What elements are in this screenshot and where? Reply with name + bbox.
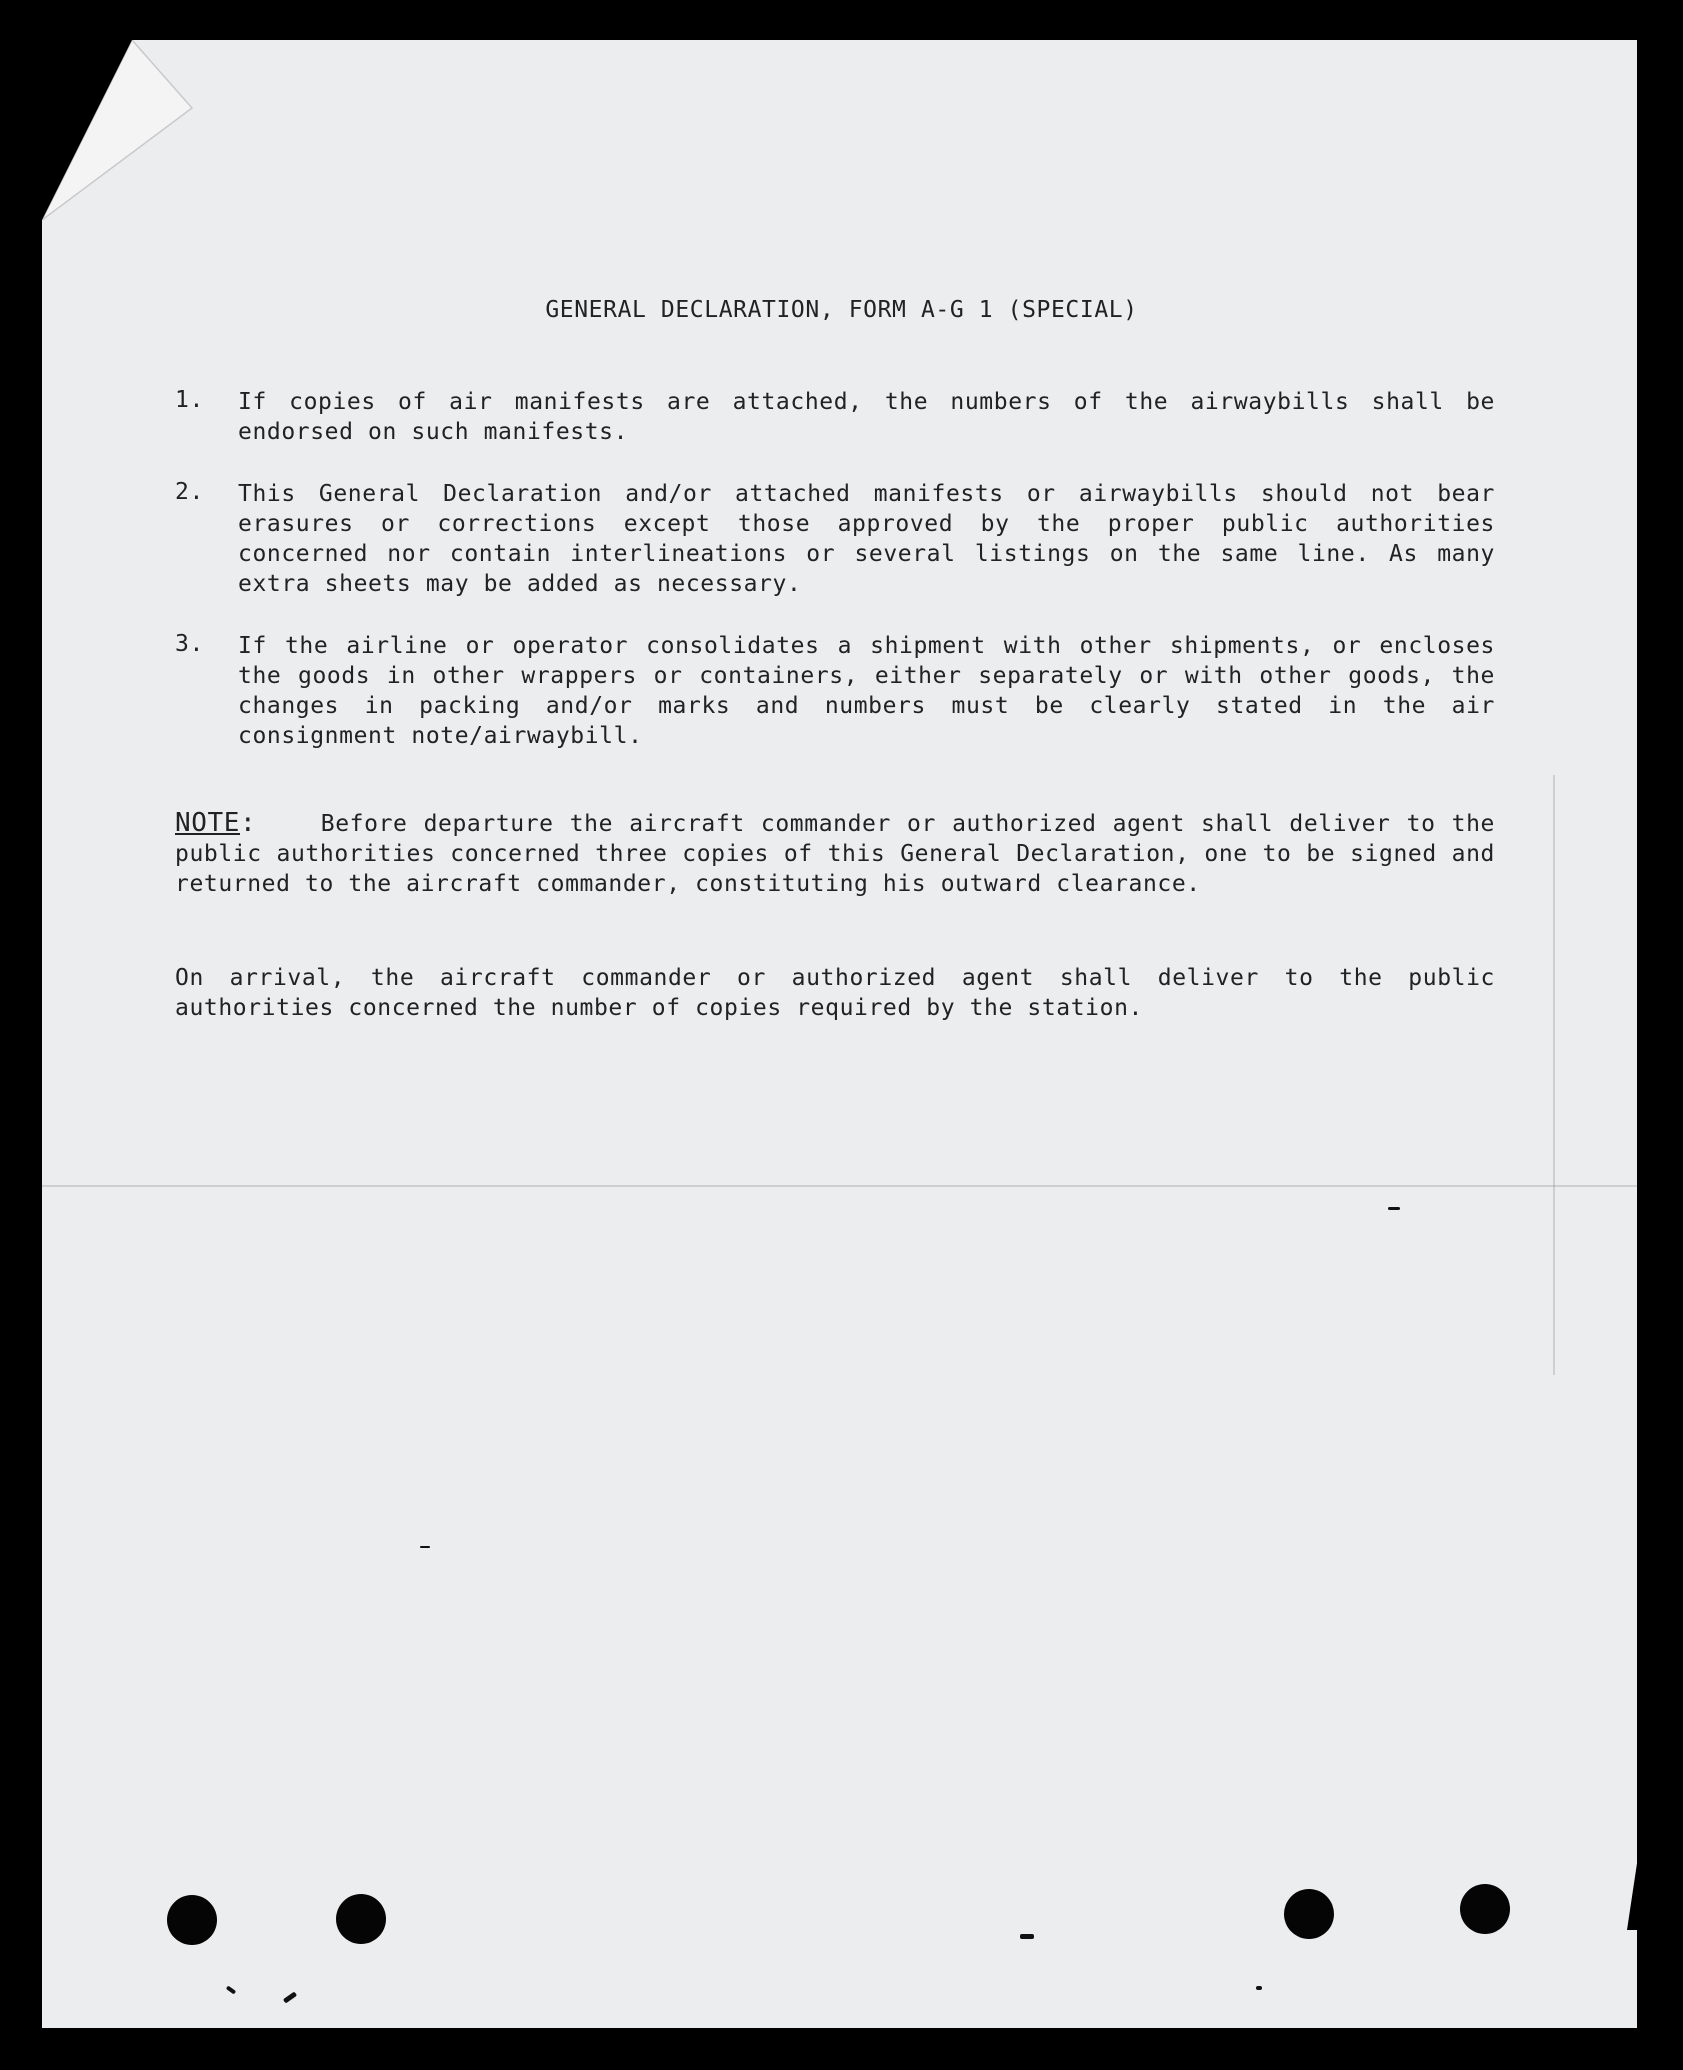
item-text: If the airline or operator consolidates a shipment with other shipments, or encloses the goods in other wrappers or containers, either separately or with other goods, the changes in packing and/or marks and numbers must be clearly stated in the air consignment note/airwaybill. xyxy=(238,633,1495,749)
note-text: Before departure the aircraft commander or authorized agent shall deliver to the public authorities concerned three copies of this General Declaration, one to be signed and returned to the aircraft commander, constituting his outward clearance. xyxy=(175,811,1495,897)
ink-speck xyxy=(1256,1986,1262,1990)
item-number: 3. xyxy=(175,631,204,657)
note-label: NOTE xyxy=(175,808,241,838)
note-paragraph xyxy=(175,808,1495,899)
punch-hole xyxy=(1284,1889,1334,1939)
punch-hole xyxy=(1460,1884,1510,1934)
item-text: If copies of air manifests are attached, the numbers of the airwaybills shall be endorsed on such manifests. xyxy=(238,389,1495,445)
note-colon: : xyxy=(240,808,257,838)
ink-speck xyxy=(1388,1207,1400,1210)
punch-hole xyxy=(167,1895,217,1945)
ink-speck xyxy=(1020,1934,1034,1939)
arrival-paragraph: On arrival, the aircraft commander or authorized agent shall deliver to the public authorities concerned the number of copies required by the station. xyxy=(175,965,1495,1021)
item-number: 2. xyxy=(175,479,204,505)
ink-speck xyxy=(420,1546,430,1548)
document-title: GENERAL DECLARATION, FORM A-G 1 (SPECIAL) xyxy=(545,297,1138,323)
punch-hole xyxy=(336,1894,386,1944)
item-number: 1. xyxy=(175,387,204,413)
item-text: This General Declaration and/or attached manifests or airwaybills should not bear erasures or corrections except those approved by the proper public authorities concerned nor contain interlineations or several listings on the same line. As many extra sheets may be added as necessary. xyxy=(238,481,1495,597)
